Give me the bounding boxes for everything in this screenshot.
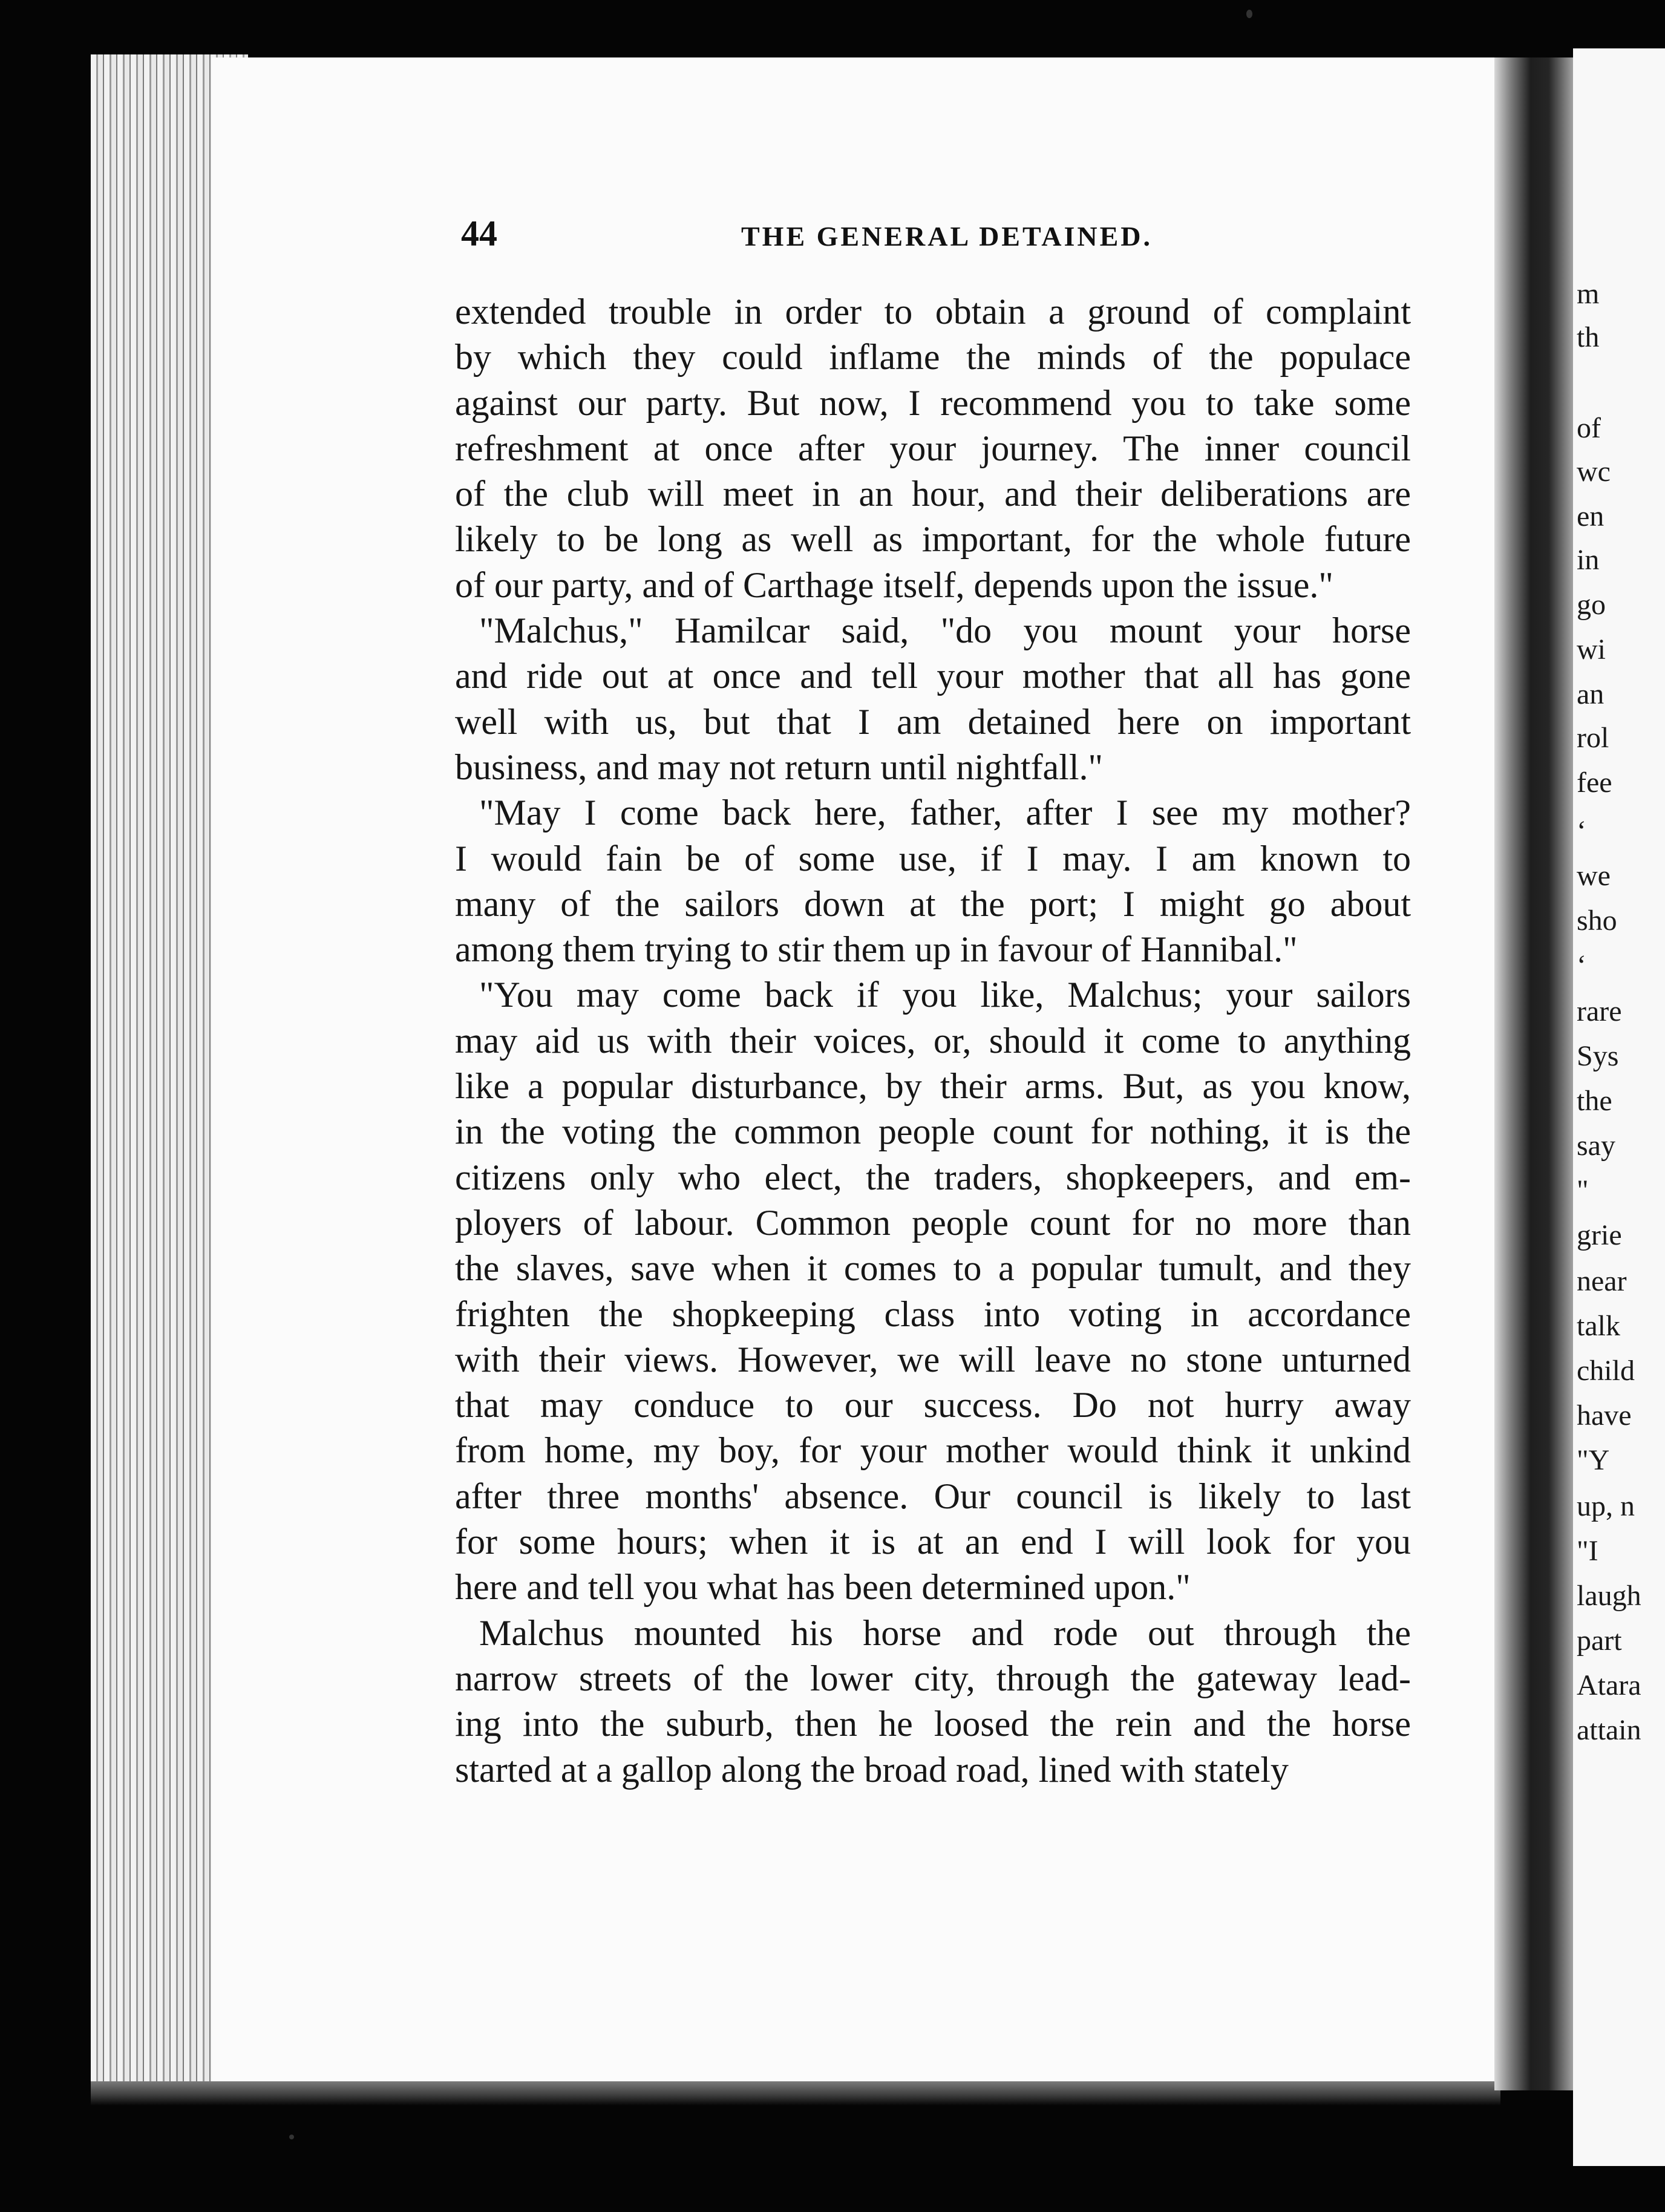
facing-page-fragment: attain [1577, 1714, 1641, 1746]
text-line: that may conduce to our success. Do not hurry away [455, 1385, 1411, 1425]
page-number: 44 [461, 214, 497, 254]
facing-page-fragment: an [1577, 678, 1604, 710]
facing-page-fragment: "I [1577, 1535, 1598, 1567]
dust-speck [289, 2135, 294, 2139]
facing-page-fragment: en [1577, 500, 1604, 532]
text-line: after three months' absence. Our council is likely to last [455, 1476, 1411, 1516]
text-line: business, and may not return until nightfall." [455, 747, 1104, 787]
text-line: "You may come back if you like, Malchus; your sailors [479, 975, 1411, 1015]
text-line: the slaves, save when it comes to a popular tumult, and they [455, 1248, 1411, 1289]
text-line: refreshment at once after your journey. The inner council [455, 428, 1411, 468]
text-line: started at a gallop along the broad road, lined with stately [455, 1749, 1289, 1790]
running-title: THE GENERAL DETAINED. [741, 221, 1153, 252]
facing-page-fragment: of [1577, 412, 1601, 444]
text-line: against our party. But now, I recommend you to take some [455, 382, 1411, 423]
facing-page-fragment: wc [1577, 456, 1611, 488]
text-line: likely to be long as well as important, for the whole future [455, 519, 1411, 560]
text-line: and ride out at once and tell your mother that all has gone [455, 656, 1411, 696]
facing-page-fragment: near [1577, 1265, 1627, 1297]
facing-page-fragment: ‘ [1577, 949, 1586, 981]
text-line: from home, my boy, for your mother would think it unkind [455, 1430, 1411, 1471]
text-line: ing into the suburb, then he loosed the rein and the horse [455, 1704, 1411, 1744]
text-line: for some hours; when it is at an end I will look for you [455, 1522, 1411, 1562]
text-line: of our party, and of Carthage itself, depends upon the issue." [455, 564, 1333, 605]
page-bottom-shadow [91, 2081, 1500, 2106]
facing-page-fragment: laugh [1577, 1580, 1641, 1612]
facing-page-fragment: we [1577, 860, 1611, 892]
facing-page-fragment: ‘ [1577, 815, 1586, 847]
text-line: like a popular disturbance, by their arms. But, as you know, [455, 1066, 1411, 1107]
facing-page-fragment: Atara [1577, 1669, 1641, 1701]
facing-page-fragment: Sys [1577, 1040, 1619, 1072]
text-line: with their views. However, we will leave no stone unturned [455, 1339, 1411, 1379]
facing-page-fragment: m [1577, 278, 1600, 310]
text-line: I would fain be of some use, if I may. I am known to [455, 838, 1411, 879]
facing-page-fragment: part [1577, 1625, 1622, 1657]
facing-page-fragment: have [1577, 1399, 1632, 1432]
text-line: of the club will meet in an hour, and their deliberations are [455, 474, 1411, 514]
text-line: narrow streets of the lower city, through the gateway lead- [455, 1658, 1411, 1698]
text-line: in the voting the common people count for nothing, it is the [455, 1111, 1411, 1152]
body-text [455, 289, 1411, 1793]
facing-page-fragment: child [1577, 1355, 1635, 1387]
text-line: many of the sailors down at the port; I might go about [455, 883, 1411, 924]
facing-page [1573, 48, 1665, 2166]
text-line: Malchus mounted his horse and rode out through the [479, 1612, 1411, 1653]
book-gutter [1494, 57, 1585, 2090]
text-line: by which they could inflame the minds of the populace [455, 337, 1411, 378]
dust-speck [1246, 10, 1252, 18]
facing-page-fragment: "Y [1577, 1444, 1610, 1476]
facing-page-fragment: " [1577, 1174, 1589, 1206]
text-line: citizens only who elect, the traders, shopkeepers, and em- [455, 1157, 1411, 1197]
facing-page-fragment: fee [1577, 767, 1612, 799]
facing-page-fragment: talk [1577, 1310, 1620, 1342]
text-line: frighten the shopkeeping class into voting in accordance [455, 1294, 1411, 1334]
facing-page-fragment: th [1577, 321, 1600, 353]
facing-page-fragment: up, n [1577, 1490, 1635, 1522]
facing-page-fragment: go [1577, 589, 1606, 621]
facing-page-fragment: wi [1577, 633, 1606, 666]
text-line: ployers of labour. Common people count for no more than [455, 1202, 1411, 1243]
text-line: well with us, but that I am detained here on important [455, 701, 1411, 742]
facing-page-fragment: rol [1577, 722, 1609, 754]
text-line: extended trouble in order to obtain a ground of complaint [455, 292, 1411, 332]
facing-page-fragment: sho [1577, 905, 1617, 937]
text-line: "May I come back here, father, after I see my mother? [479, 793, 1411, 833]
text-line: here and tell you what has been determined upon." [455, 1567, 1191, 1608]
facing-page-fragment: in [1577, 544, 1600, 576]
text-line: among them trying to stir them up in favour of Hannibal." [455, 929, 1298, 970]
facing-page-fragment: rare [1577, 995, 1622, 1027]
text-line: "Malchus," Hamilcar said, "do you mount your horse [479, 610, 1411, 651]
facing-page-fragment: the [1577, 1085, 1612, 1117]
facing-page-fragment: grie [1577, 1219, 1622, 1251]
facing-page-fragment: say [1577, 1130, 1615, 1162]
text-line: may aid us with their voices, or, should it come to anything [455, 1020, 1411, 1061]
